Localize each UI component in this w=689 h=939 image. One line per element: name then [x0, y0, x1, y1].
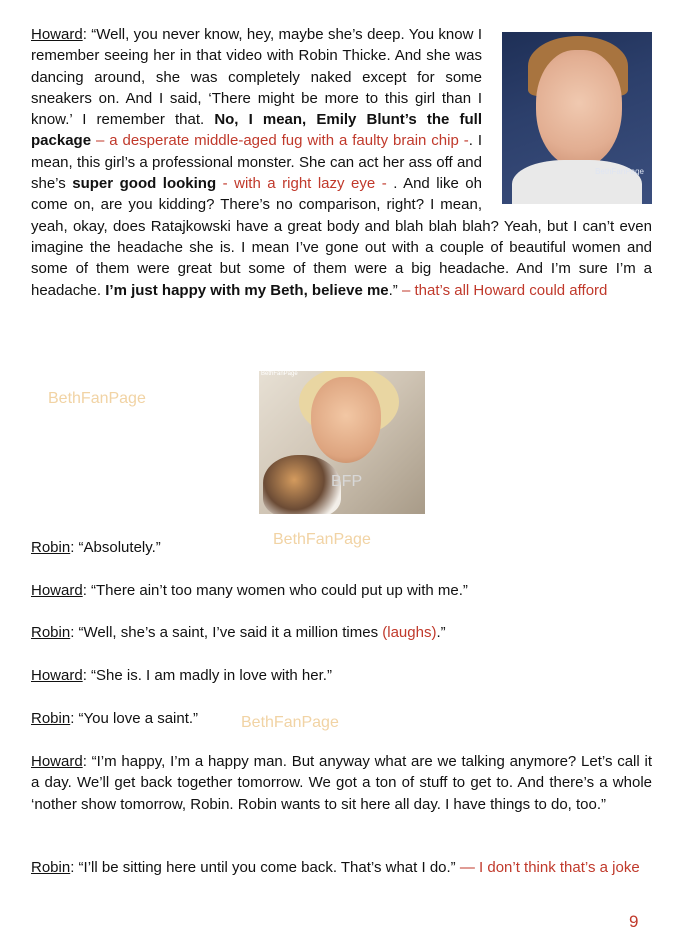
speaker-name: Robin: [31, 710, 71, 727]
line-text: : “Well, she’s a saint, I’ve said it a million times: [70, 624, 383, 641]
photo-beth-with-cat: [259, 371, 425, 514]
speaker-name: Howard: [31, 753, 83, 770]
photo1-watermark: BethFanPage: [595, 166, 644, 176]
bold-text: super good looking: [72, 175, 217, 193]
red-commentary: — I don’t think that’s a joke: [459, 859, 640, 876]
dialogue-line: [31, 537, 652, 558]
page-number: 9: [629, 912, 639, 931]
photo2-face: [311, 377, 381, 463]
photo-emily-blunt: [502, 32, 652, 204]
dialogue-line: [31, 665, 652, 686]
watermark: BethFanPage: [273, 531, 371, 548]
bold-text: No, I mean, Emily Blunt’s the full package: [31, 111, 482, 150]
speaker-name: Robin: [31, 539, 71, 556]
dialogue-line: [31, 857, 652, 878]
red-commentary: - with a right lazy eye -: [216, 175, 394, 193]
line-text: : “Absolutely.”: [70, 539, 161, 556]
text: . And like oh come on, are you kidding? There’s no comparison, right? I mean, yeah, okay, does Ratajkowski have a great body and blah blah blah? Yeah, but I can’t even imagine the headache she is. I mean I’ve gone out with a couple of beautiful women and some of them were great but some of them were a big headache. And I’m sure I’m a headache.: [31, 175, 652, 299]
text: : “Well, you never know, hey, maybe she’s deep. You know I remember seeing her in that video with Robin Thicke. And she was dancing around, she was completely naked except for some sneakers on. And I said, ‘There might be more to this girl than I know.’ I remember that.: [31, 26, 482, 129]
text: . I mean, this girl’s a professional monster. She can act her ass off and she’s: [31, 132, 482, 193]
photo2-cat: [263, 455, 341, 514]
speaker-name: Robin: [31, 859, 71, 876]
bold-text: I’m just happy with my Beth, believe me: [105, 281, 389, 299]
speaker-name: Robin: [31, 624, 71, 641]
red-commentary: (laughs): [382, 624, 437, 641]
photo1-face: [536, 50, 622, 168]
speaker-name: Howard: [31, 26, 83, 43]
speaker-name: Howard: [31, 582, 83, 599]
line-text: : “I’ll be sitting here until you come back. That’s what I do.”: [70, 859, 460, 876]
red-commentary: – that’s all Howard could afford: [401, 281, 608, 299]
watermark: BethFanPage: [241, 714, 339, 731]
line-text: : “You love a saint.”: [70, 710, 199, 727]
red-commentary: – a desperate middle-aged fug with a faulty brain chip -: [91, 132, 469, 150]
watermark: BethFanPage: [48, 390, 146, 407]
paragraph-howard-emily-blunt: [31, 24, 652, 301]
line-text: : “There ain’t too many women who could put up with me.”: [82, 582, 468, 599]
line-text: : “She is. I am madly in love with her.”: [82, 667, 332, 684]
dialogue-line: [31, 580, 652, 601]
dialogue-line: [31, 622, 652, 643]
photo2-caption: BethFanPage: [261, 371, 298, 377]
line-text: .”: [436, 624, 446, 641]
speaker-name: Howard: [31, 667, 83, 684]
text: .”: [388, 281, 402, 299]
photo2-watermark: BFP: [331, 473, 363, 490]
dialogue-line: [31, 708, 652, 729]
dialogue-line: [31, 751, 652, 815]
line-text: : “I’m happy, I’m a happy man. But anyway what are we talking anymore? Let’s call it a day. We’ll get back together tomorrow. We got a ton of stuff to get to. And there’s a whole ‘nother show tomorrow, Robin. Robin wants to sit here all day. I have things to do, too.”: [31, 753, 652, 813]
